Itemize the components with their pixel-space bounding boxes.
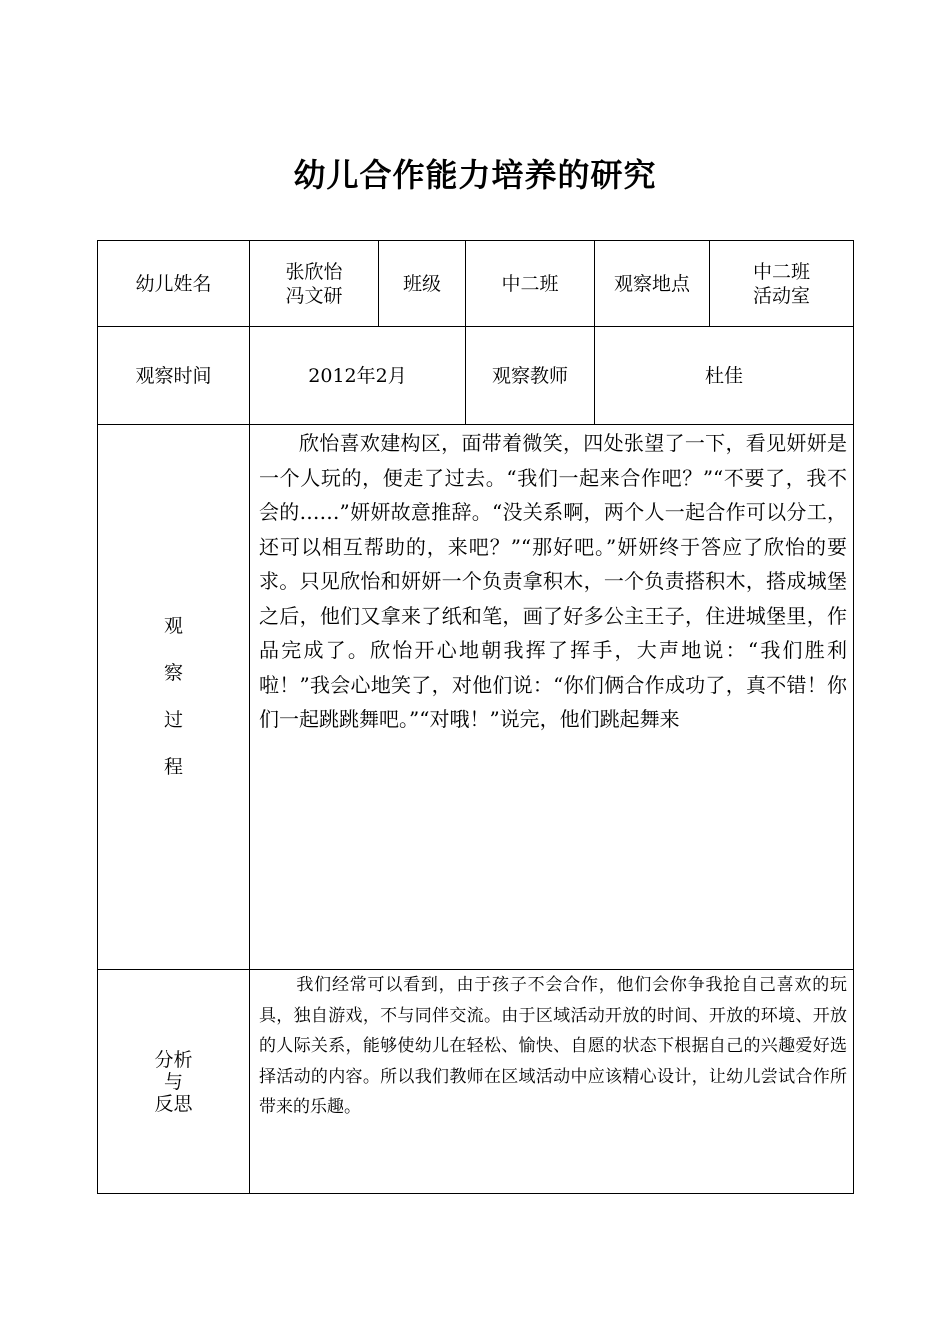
place-value-line: 活动室 [752,284,810,307]
process-row [98,425,854,970]
reflect-row [98,970,854,1194]
observation-record-table [97,240,854,1194]
reflect-label-line: 反思 [154,1092,193,1115]
time-label: 观察时间 [98,327,250,425]
reflect-text: 我们经常可以看到，由于孩子不会合作，他们会你争我抢自己喜欢的玩具，独自游戏，不与同伴交流。由于区域活动开放的时间、开放的环境、开放的人际关系，能够使幼儿在轻松、愉快、自愿的状态下根据自己的兴趣爱好选择活动的内容。所以我们教师在区域活动中应该精心设计，让幼儿尝试合作所带来的乐趣。 [250,970,854,1194]
reflect-label-line: 与 [163,1070,183,1093]
place-value [710,241,854,327]
class-value: 中二班 [466,241,595,327]
child-names [250,241,379,327]
process-label [98,425,250,970]
class-label: 班级 [379,241,466,327]
teacher-label: 观察教师 [466,327,595,425]
place-label: 观察地点 [595,241,710,327]
process-label-char: 观 [163,615,183,637]
child-name: 冯文研 [285,284,343,307]
reflect-label [98,970,250,1194]
place-value-line: 中二班 [752,260,810,283]
document-title: 幼儿合作能力培养的研究 [293,156,657,194]
time-value: 2012年2月 [250,327,466,425]
process-label-char: 过 [163,709,183,731]
name-row [98,241,854,327]
child-name: 张欣怡 [285,260,343,283]
reflect-label-line: 分析 [154,1048,193,1071]
name-label: 幼儿姓名 [98,241,250,327]
teacher-value: 杜佳 [595,327,854,425]
process-text: 欣怡喜欢建构区，面带着微笑，四处张望了一下，看见妍妍是一个人玩的，便走了过去。“我们一起来合作吧？”“不要了，我不会的……”妍妍故意推辞。“没关系啊，两个人一起合作可以分工，还可以相互帮助的，来吧？”“那好吧。”妍妍终于答应了欣怡的要求。只见欣怡和妍妍一个负责拿积木，一个负责搭积木，搭成城堡之后，他们又拿来了纸和笔，画了好多公主王子，住进城堡里，作品完成了。欣怡开心地朝我挥了挥手，大声地说：“我们胜利啦！”我会心地笑了，对他们说：“你们俩合作成功了，真不错！你们一起跳跳舞吧。”“对哦！”说完，他们跳起舞来 [250,425,854,970]
process-label-char: 察 [163,662,183,684]
process-label-char: 程 [163,756,183,778]
time-row [98,327,854,425]
